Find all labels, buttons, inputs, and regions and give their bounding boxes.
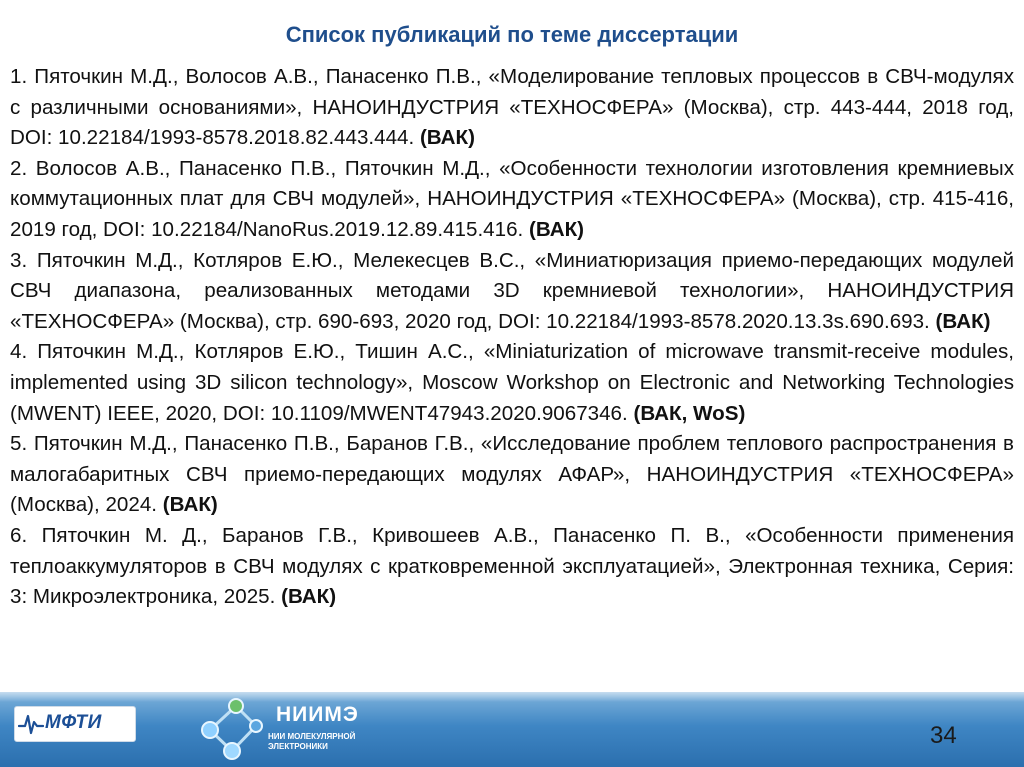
publication-tag: (ВАК, WoS) bbox=[633, 401, 746, 425]
page-number: 34 bbox=[930, 722, 957, 749]
publication-tag: (ВАК) bbox=[419, 126, 475, 150]
publication-list bbox=[10, 62, 1014, 613]
publication-text: 5. Пяточкин М.Д., Панасенко П.В., Баранов Г.В., «Исследование проблем теплового распространения в малогабаритных СВЧ приемо-передающих модулях АФАР», НАНОИНДУСТРИЯ «ТЕХНОСФЕРА» (Москва), 2024. bbox=[10, 432, 1014, 517]
publication-item bbox=[10, 429, 1014, 521]
publication-tag: (ВАК) bbox=[281, 585, 337, 609]
publication-item bbox=[10, 62, 1014, 154]
pulse-wave-icon bbox=[18, 711, 44, 737]
publication-item bbox=[10, 337, 1014, 429]
publication-tag: (ВАК) bbox=[935, 309, 991, 333]
footer-highlight bbox=[0, 692, 1024, 702]
molecule-icon bbox=[196, 696, 266, 764]
publication-item bbox=[10, 521, 1014, 613]
publication-text: 3. Пяточкин М.Д., Котляров Е.Ю., Мелекесцев В.С., «Миниатюризация приемо-передающих модулей СВЧ диапазона, реализованных методами 3D кремниевой технологии», НАНОИНДУСТРИЯ «ТЕХНОСФЕРА» (Москва), стр. 690-693, 2020 год, DOI: 10.22184/1993-8578.2020.13.3s.690.693. bbox=[10, 248, 1014, 333]
mipt-logo bbox=[14, 706, 136, 742]
publication-item bbox=[10, 154, 1014, 246]
mipt-logo-text: МФТИ bbox=[45, 712, 102, 733]
footer-band bbox=[0, 692, 1024, 767]
publication-text: 4. Пяточкин М.Д., Котляров Е.Ю., Тишин А.С., «Miniaturization of microwave transmit-receive modules, implemented using 3D silicon technology», Moscow Workshop on Electronic and Networking Technologies (MWENT) IEEE, 2020, DOI: 10.1109/MWENT47943.2020.9067346. bbox=[10, 340, 1014, 425]
publication-tag: (ВАК) bbox=[529, 217, 585, 241]
niime-logo-subtitle: НИИ МОЛЕКУЛЯРНОЙ ЭЛЕКТРОНИКИ bbox=[268, 732, 356, 751]
publication-tag: (ВАК) bbox=[162, 493, 218, 517]
publication-text: 6. Пяточкин М. Д., Баранов Г.В., Кривошеев А.В., Панасенко П. В., «Особенности применения теплоаккумуляторов в СВЧ модулях с кратковременной эксплуатацией», Электронная техника, Серия: 3: Микроэлектроника, 2025. bbox=[10, 523, 1014, 609]
publication-text: 2. Волосов А.В., Панасенко П.В., Пяточкин М.Д., «Особенности технологии изготовления кремниевых коммутационных плат для СВЧ модулей», НАНОИНДУСТРИЯ «ТЕХНОСФЕРА» (Москва), стр. 415-416, 2019 год, DOI: 10.22184/NanoRus.2019.12.89.415.416. bbox=[10, 156, 1014, 241]
publication-text: 1. Пяточкин М.Д., Волосов А.В., Панасенко П.В., «Моделирование тепловых процессов в СВЧ-модулях с различными основаниями», НАНОИНДУСТРИЯ «ТЕХНОСФЕРА» (Москва), стр. 443-444, 2018 год, DOI: 10.22184/1993-8578.2018.82.443.444. bbox=[10, 65, 1014, 150]
publication-item bbox=[10, 246, 1014, 338]
niime-logo-name: НИИМЭ bbox=[276, 703, 359, 726]
slide-title: Список публикаций по теме диссертации bbox=[285, 22, 739, 47]
